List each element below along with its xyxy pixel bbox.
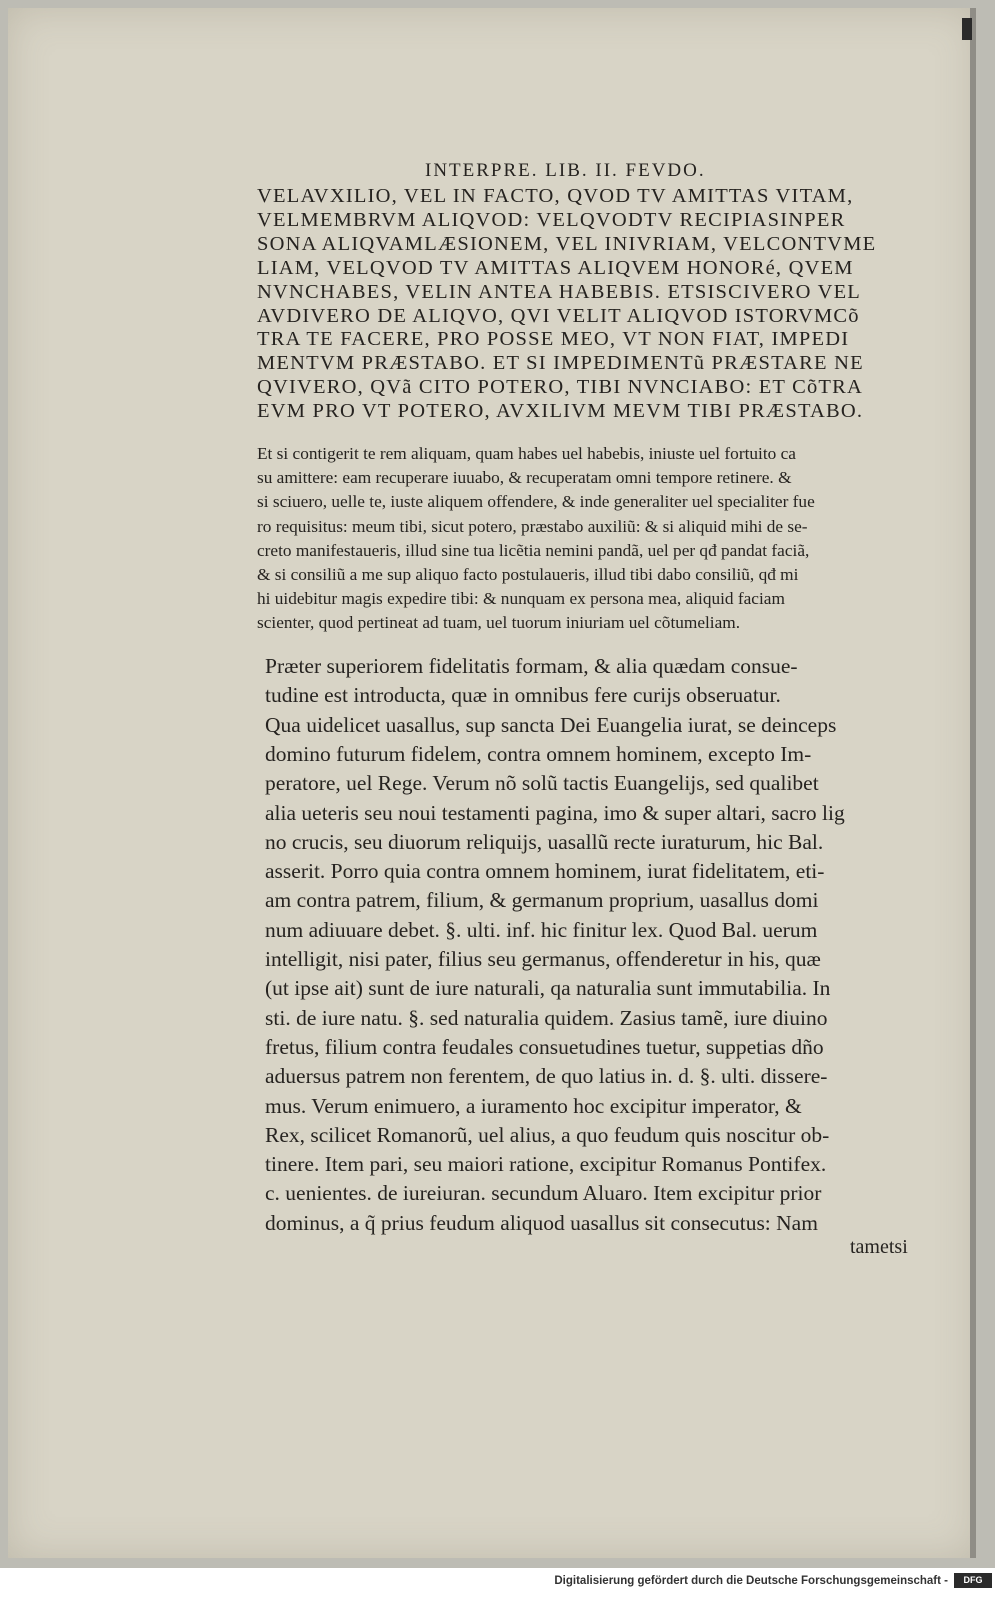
text-line: (ut ipse ait) sunt de iure naturali, qa naturalia sunt immutabilia. In bbox=[265, 976, 831, 1001]
caps-line: SONA ALIQVAMLÆSIONEM, VEL INIVRIAM, VELCONTVME bbox=[257, 232, 877, 255]
text-line: fretus, filium contra feudales consuetudines tuetur, suppetias dño bbox=[265, 1034, 824, 1059]
caps-line: AVDIVERO DE ALIQVO, QVI VELIT ALIQVOD ISTORVMCõ bbox=[257, 304, 860, 327]
page-edge bbox=[970, 8, 976, 1558]
caps-line: MENTVM PRÆSTABO. ET SI IMPEDIMENTũ PRÆSTARE NE bbox=[257, 352, 864, 375]
text-line: Præter superiorem fidelitatis formam, & alia quædam consue- bbox=[265, 654, 798, 678]
text-line: num adiuuare debet. §. ulti. inf. hic finitur lex. Quod Bal. uerum bbox=[265, 917, 818, 942]
caps-line: QVIVERO, QVã CITO POTERO, TIBI NVNCIABO: ET CõTRA bbox=[257, 376, 864, 399]
small-line: si sciuero, uelle te, iuste aliquem offendere, & inde generaliter uel specialiter fue bbox=[257, 492, 815, 512]
text-line: asserit. Porro quia contra omnem hominem, iurat fidelitatem, eti- bbox=[265, 859, 825, 884]
text-line: peratore, uel Rege. Verum nõ solũ tactis Euangelijs, sed qualibet bbox=[265, 771, 819, 796]
footer-bar bbox=[0, 1568, 1000, 1597]
text-line: aduersus patrem non ferentem, de quo latius in. d. §. ulti. dissere- bbox=[265, 1064, 828, 1089]
text-line: tudine est introducta, quæ in omnibus fere curijs obseruatur. bbox=[265, 683, 781, 708]
text-line: dominus, a q̃ prius feudum aliquod uasallus sit consecutus: Nam bbox=[265, 1210, 818, 1235]
caps-line: TRA TE FACERE, PRO POSSE MEO, VT NON FIAT, IMPEDI bbox=[257, 328, 850, 351]
text-line: intelligit, nisi pater, filius seu germanus, offenderetur in his, quæ bbox=[265, 947, 821, 971]
text-line: no crucis, seu diuorum reliquijs, uasallũ recte iuraturum, hic Bal. bbox=[265, 829, 824, 854]
caps-line: LIAM, VELQVOD TV AMITTAS ALIQVEM HONORé, QVEM bbox=[257, 256, 854, 279]
running-header: INTERPRE. LIB. II. FEVDO. bbox=[425, 160, 706, 181]
text-line: tinere. Item pari, seu maiori ratione, excipitur Romanus Pontifex. bbox=[265, 1152, 827, 1177]
text-line: c. uenientes. de iureiuran. secundum Aluaro. Item excipitur prior bbox=[265, 1181, 822, 1206]
small-line: su amittere: eam recuperare iuuabo, & recuperatam omni tempore retinere. & bbox=[257, 468, 792, 488]
dfg-logo: DFG bbox=[954, 1573, 992, 1588]
text-line: Rex, scilicet Romanorũ, uel alius, a quo feudum quis noscitur ob- bbox=[265, 1122, 830, 1147]
edge-mark bbox=[962, 18, 972, 40]
caps-line: VELAVXILIO, VEL IN FACTO, QVOD TV AMITTAS VITAM, bbox=[257, 185, 854, 207]
caps-line: EVM PRO VT POTERO, AVXILIVM MEVM TIBI PRÆSTABO. bbox=[257, 400, 864, 423]
caps-line: VELMEMBRVM ALIQVOD: VELQVODTV RECIPIASINPER bbox=[257, 208, 846, 231]
small-line: creto manifestaueris, illud sine tua licẽtia nemini pandã, uel per qđ pandat faciã, bbox=[257, 540, 810, 560]
text-line: am contra patrem, filium, & germanum proprium, uasallus domi bbox=[265, 888, 819, 913]
caps-line: NVNCHABES, VELIN ANTEA HABEBIS. ETSISCIVERO VEL bbox=[257, 280, 862, 303]
text-line: mus. Verum enimuero, a iuramento hoc excipitur imperator, & bbox=[265, 1093, 802, 1118]
catchword: tametsi bbox=[850, 1236, 908, 1258]
funding-note: Digitalisierung gefördert durch die Deutsche Forschungsgemeinschaft - bbox=[554, 1575, 948, 1587]
small-line: scienter, quod pertineat ad tuam, uel tuorum iniuriam uel cõtumeliam. bbox=[257, 613, 741, 633]
small-line: hi uidebitur magis expedire tibi: & nunquam ex persona mea, aliquid faciam bbox=[257, 589, 785, 609]
text-line: domino futurum fidelem, contra omnem hominem, excepto Im- bbox=[265, 741, 812, 766]
small-line: ro requisitus: meum tibi, sicut potero, præstabo auxiliũ: & si aliquid mihi de se- bbox=[257, 516, 808, 536]
text-line: alia ueteris seu noui testamenti pagina, imo & super altari, sacro lig bbox=[265, 800, 845, 825]
text-line: Qua uidelicet uasallus, sup sancta Dei Euangelia iurat, se deinceps bbox=[265, 712, 837, 737]
text-line: sti. de iure natu. §. sed naturalia quidem. Zasius tamẽ, iure diuino bbox=[265, 1005, 828, 1030]
small-line: Et si contigerit te rem aliquam, quam habes uel habebis, iniuste uel fortuito ca bbox=[257, 444, 796, 463]
small-line: & si consiliũ a me sup aliquo facto postulaueris, illud tibi dabo consiliũ, qđ mi bbox=[257, 565, 799, 584]
